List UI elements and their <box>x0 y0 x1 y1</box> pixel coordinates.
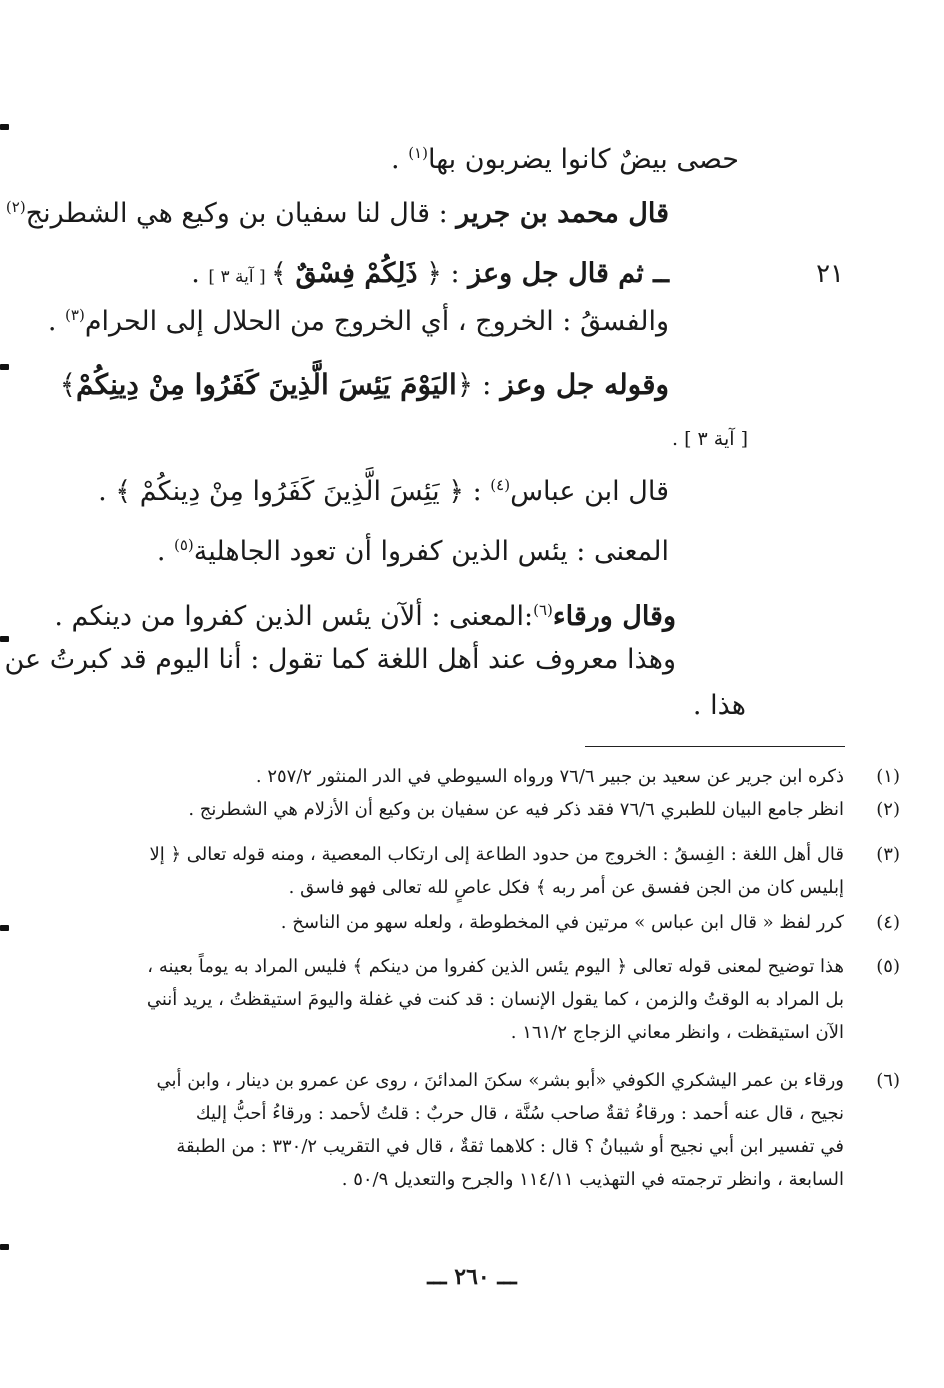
footnote-ref-5[interactable]: (٥) <box>174 536 194 554</box>
footnote-line: في تفسير ابن أبي نجيح أو شيبانُ ؟ قال : كلاهما ثقةٌ ، قال في التقريب ٣٣٠/٢ : من الطبقة <box>176 1136 844 1157</box>
quran-verse: اليَوْمَ يَئِسَ الَّذِينَ كَفَرُوا مِنْ دِينِكُمْ <box>76 368 457 401</box>
footnote-line: كرر لفظ « قال ابن عباس » مرتين في المخطوطة ، ولعله سهو من الناسخ . <box>280 912 844 933</box>
margin-mark <box>0 124 9 130</box>
footnote-ref-6[interactable]: (٦) <box>533 601 553 619</box>
body-line-5: وقوله جل وعز : ﴿اليَوْمَ يَئِسَ الَّذِينَ كَفَرُوا مِنْ دِينِكُمْ﴾ <box>59 368 669 401</box>
footnote-ref-1[interactable]: (١) <box>408 144 428 162</box>
footnote-line: بل المراد به الوقتُ والزمن ، كما يقول الإنسان : قد كنت في غفلة واليومَ استيقظتُ ، يريد أنني <box>146 989 844 1010</box>
body-line-4: والفسقُ : الخروج ، أي الخروج من الحلال إلى الحرام$^{(٣)}$ . <box>47 306 669 337</box>
body-line-8: المعنى : يئس الذين كفروا أن تعود الجاهلية$^{(٥)}$ . <box>156 536 669 567</box>
footnote-number: (٣) <box>876 844 900 865</box>
margin-mark <box>0 1244 9 1250</box>
body-line-3: ــ ثم قال جل وعز : ﴿ ذَلِكُمْ فِسْقٌ ﴾ [ آية ٣ ] . <box>191 258 669 289</box>
speaker-name: قال محمد بن جرير <box>456 198 669 229</box>
body-line-9: وقال ورقاء$^{(٦)}$:المعنى : ألآن يئس الذين كفروا من دينكم . <box>54 601 676 632</box>
footnote-line: قال أهل اللغة : الفِسقُ : الخروج من حدود الطاعة إلى ارتكاب المعصية ، ومنه قوله تعالى ﴿ إلا <box>149 844 844 865</box>
footnote-line: ورقاء بن عمر اليشكري الكوفي «أبو بشر» سكنَ المدائنَ ، روى عن عمرو بن دينار ، وابن أبي <box>156 1070 844 1091</box>
body-line-2: قال محمد بن جرير : قال لنا سفيان بن وكيع هي الشطرنج$^{(٢)}$ <box>5 198 669 229</box>
margin-mark <box>0 364 9 370</box>
quran-verse: ذَلِكُمْ فِسْقٌ <box>295 258 418 289</box>
footnote-number: (١) <box>876 766 900 787</box>
speaker-name: وقال ورقاء <box>552 601 676 632</box>
footnote-line: إبليس كان من الجن ففسق عن أمر ربه ﴾ فكل عاصٍ لله تعالى فهو فاسق . <box>288 877 844 898</box>
footnote-ref-3[interactable]: (٣) <box>65 306 85 324</box>
footnote-line: نجيح ، قال عنه أحمد : ورقاءُ ثقةٌ صاحب سُنَّة ، قال حربٌ : قلتُ لأحمد : ورقاءُ أحبُّ إليك <box>195 1103 844 1124</box>
footnote-line: الآن استيقظت ، وانظر معاني الزجاج ١٦١/٢ . <box>510 1022 844 1043</box>
page-number: ـــ ٢٦٠ ـــ <box>427 1264 517 1290</box>
verse-number: ٢١ <box>816 259 844 289</box>
footnote-number: (٢) <box>876 799 900 820</box>
footnote-number: (٤) <box>876 912 900 933</box>
footnote-number: (٥) <box>876 956 900 977</box>
footnote-separator <box>585 746 845 747</box>
footnote-number: (٦) <box>876 1070 900 1091</box>
footnote-ref-4[interactable]: (٤) <box>490 476 511 494</box>
footnote-ref-2[interactable]: (٢) <box>5 198 26 216</box>
body-line-11: هذا . <box>692 690 746 721</box>
footnote-line: هذا توضيح لمعنى قوله تعالى ﴿ اليوم يئس الذين كفروا من دينكم ﴾ فليس المراد به يوماً بعينه ، <box>147 956 844 977</box>
margin-mark <box>0 925 9 931</box>
footnote-line: ذكره ابن جرير عن سعيد بن جبير ٧٦/٦ ورواه السيوطي في الدر المنثور ٢٥٧/٢ . <box>255 766 844 787</box>
footnote-line: السابعة ، وانظر ترجمته في التهذيب ١١٤/١١ والجرح والتعديل ٥٠/٩ . <box>341 1169 844 1190</box>
ayah-reference: [ آية ٣ ] <box>208 267 272 287</box>
body-line-10: وهذا معروف عند أهل اللغة كما تقول : أنا اليوم قد كبرتُ عن <box>4 644 676 675</box>
footnote-line: انظر جامع البيان للطبري ٧٦/٦ فقد ذكر فيه عن سفيان بن وكيع أن الأزلام هي الشطرنج . <box>188 799 844 820</box>
ayah-reference: [ آية ٣ ] . <box>672 428 748 450</box>
body-line-7: قال ابن عباس$^{(٤)}$ : ﴿ يَئِسَ الَّذِينَ كَفَرُوا مِنْ دِينكُمْ ﴾ . <box>98 476 669 507</box>
body-line-1: حصى بيضٌ كانوا يضربون بها$^{(١)}$ . <box>391 144 739 175</box>
